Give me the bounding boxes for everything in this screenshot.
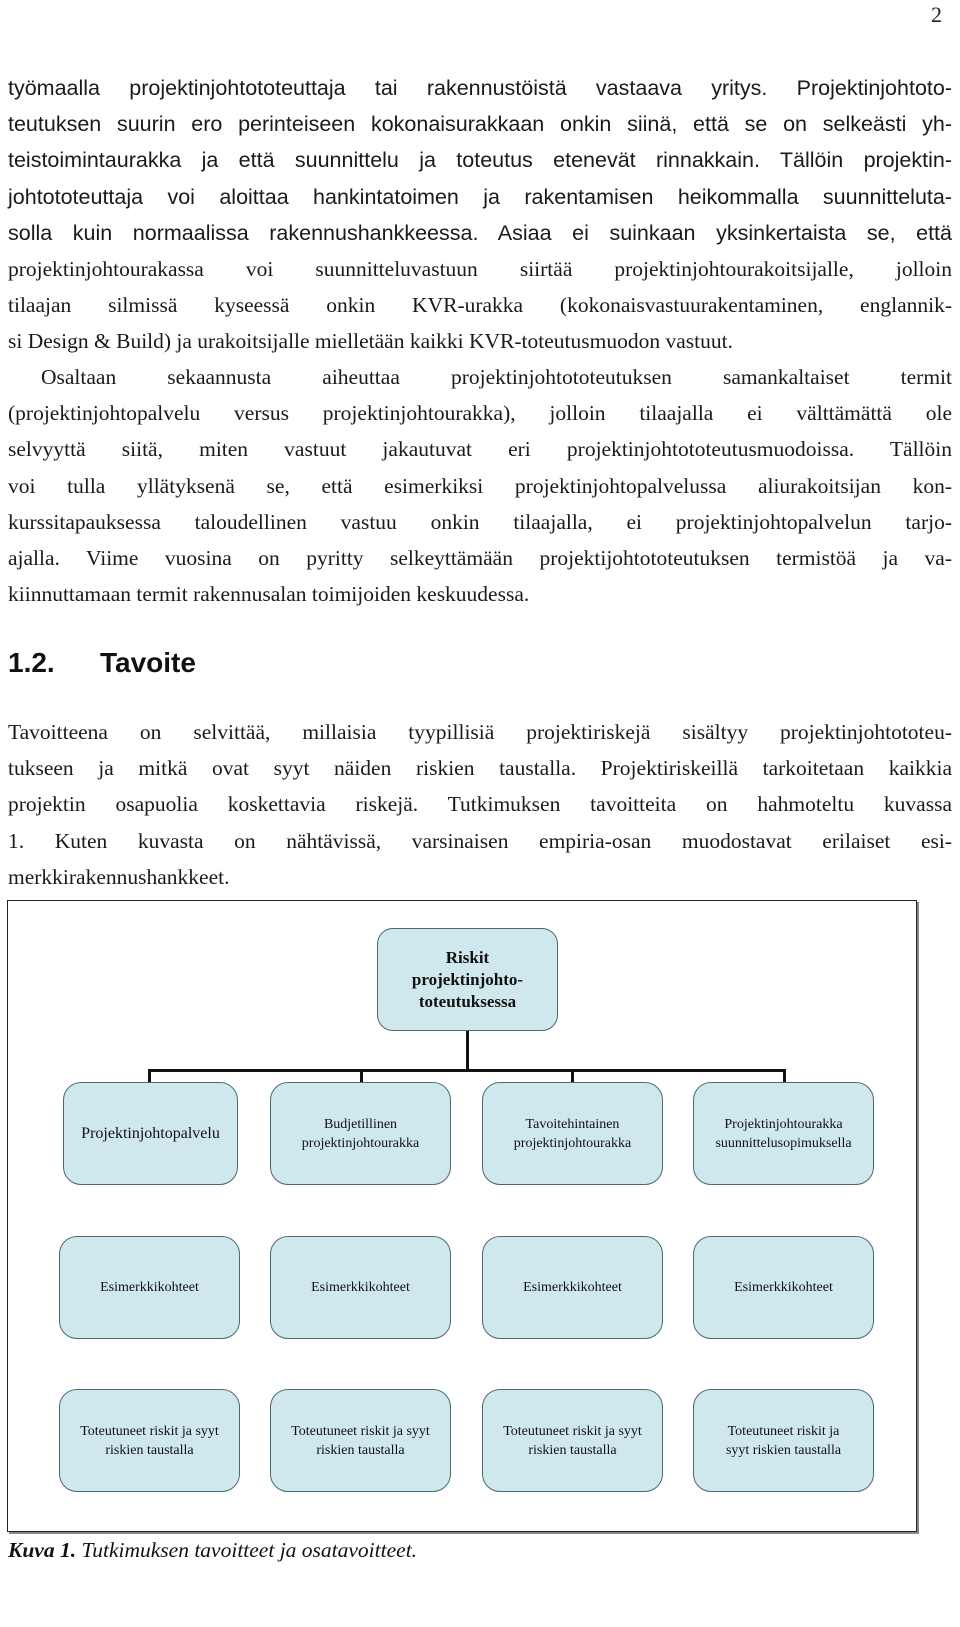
diagram-root-node <box>377 928 558 1031</box>
connector-line <box>360 1069 363 1083</box>
node-label: Projektinjohtourakka <box>724 1116 843 1132</box>
diagram-node-budjetillinen <box>270 1082 451 1185</box>
text-line: teistoimintaurakka ja että suunnittelu ja toteutus etenevät rinnakkain. Tällöin projektin- <box>8 148 952 173</box>
node-label: Riskit <box>445 947 490 967</box>
text-line: solla kuin normaalissa rakennushankkeessa. Asiaa ei suinkaan yksinkertaista se, että <box>8 220 952 245</box>
node-label: suunnittelusopimuksella <box>715 1135 852 1151</box>
diagram-node-esimerkkikohteet <box>59 1236 240 1339</box>
node-label: riskien taustalla <box>528 1442 617 1458</box>
node-label: projektinjohto- <box>411 969 524 989</box>
text-line: merkkirakennushankkeet. <box>8 864 230 889</box>
node-label: Budjetillinen <box>323 1116 398 1132</box>
text-line: kurssitapauksessa taloudellinen vastuu onkin tilaajalla, ei projektinjohtopalvelun tarjo- <box>8 509 952 534</box>
diagram-node-toteutuneet-riskit <box>693 1389 874 1492</box>
page-number: 2 <box>931 2 942 27</box>
text-line: projektin osapuolia koskettavia riskejä. Tutkimuksen tavoitteita on hahmoteltu kuvassa <box>8 792 952 817</box>
node-label: riskien taustalla <box>105 1442 194 1458</box>
node-label: Tavoitehintainen <box>525 1116 620 1132</box>
text-line: projektinjohtourakassa voi suunnitteluvastuun siirtää projektinjohtourakoitsijalle, jolloin <box>8 257 952 282</box>
text-line: johtototeuttaja voi aloittaa hankintatoimen ja rakentamisen heikommalla suunnitteluta- <box>8 184 952 209</box>
diagram-node-tavoitehintainen <box>482 1082 663 1185</box>
connector-line <box>783 1069 786 1083</box>
text-line: selvyyttä siitä, miten vastuut jakautuvat eri projektinjohtototeutusmuodoissa. Tällöin <box>8 437 952 462</box>
connector-line <box>466 1030 469 1070</box>
text-line: tukseen ja mitkä ovat syyt näiden riskien taustalla. Projektiriskeillä tarkoitetaan kaikkia <box>8 756 952 781</box>
text-line: si Design & Build) ja urakoitsijalle mielletään kaikki KVR-toteutusmuodon vastuut. <box>8 329 733 354</box>
text-line: ajalla. Viime vuosina on pyritty selkeyttämään projektijohtototeutuksen termistöä ja va- <box>8 546 952 571</box>
node-label: projektinjohtourakka <box>513 1135 632 1151</box>
diagram-node-toteutuneet-riskit <box>59 1389 240 1492</box>
section-heading <box>8 647 196 679</box>
text-line: teutuksen suurin ero perinteiseen kokonaisurakkaan onkin siinä, että se on selkeästi yh- <box>8 112 952 137</box>
node-label: Esimerkkikohteet <box>311 1280 410 1295</box>
node-label: Toteutuneet riskit ja <box>727 1423 840 1439</box>
figure-caption <box>8 1538 417 1563</box>
node-label: syyt riskien taustalla <box>725 1442 842 1458</box>
connector-line <box>571 1069 574 1083</box>
caption-text: Tutkimuksen tavoitteet ja osatavoitteet. <box>81 1538 418 1562</box>
diagram-node-esimerkkikohteet <box>270 1236 451 1339</box>
text-line: (projektinjohtopalvelu versus projektinjohtourakka), jolloin tilaajalla ei välttämättä ole <box>8 401 952 426</box>
node-label: Esimerkkikohteet <box>523 1280 622 1295</box>
text-line: voi tulla yllätyksenä se, että esimerkiksi projektinjohtopalvelussa aliurakoitsijan kon- <box>8 473 952 498</box>
node-label: Esimerkkikohteet <box>100 1280 199 1295</box>
paragraph-1 <box>8 70 952 360</box>
text-line: Osaltaan sekaannusta aiheuttaa projektinjohtototeutuksen samankaltaiset termit <box>41 365 952 389</box>
diagram-node-toteutuneet-riskit <box>482 1389 663 1492</box>
node-label: Toteutuneet riskit ja syyt <box>503 1423 642 1439</box>
text-line: Tavoitteena on selvittää, millaisia tyypillisiä projektiriskejä sisältyy projektinjohtototeu- <box>8 720 952 744</box>
connector-line <box>148 1069 151 1083</box>
connector-line <box>148 1069 786 1072</box>
diagram-node-esimerkkikohteet <box>693 1236 874 1339</box>
text-line: tilaajan silmissä kyseessä onkin KVR-urakka (kokonaisvastuurakentaminen, englannik- <box>8 293 952 318</box>
diagram-node-projektinjohtopalvelu <box>63 1082 238 1185</box>
diagram-node-suunnittelusopimus <box>693 1082 874 1185</box>
paragraph-2 <box>8 359 952 612</box>
node-label: Esimerkkikohteet <box>734 1280 833 1295</box>
caption-label: Kuva 1. <box>8 1538 77 1562</box>
node-label: Toteutuneet riskit ja syyt <box>80 1423 219 1439</box>
node-label: projektinjohtourakka <box>301 1135 420 1151</box>
node-label: riskien taustalla <box>316 1442 405 1458</box>
section-number: 1.2. <box>8 647 55 678</box>
paragraph-3 <box>8 714 952 895</box>
diagram-node-toteutuneet-riskit <box>270 1389 451 1492</box>
text-line: työmaalla projektinjohtototeuttaja tai rakennustöistä vastaava yritys. Projektinjohtoto- <box>8 76 952 100</box>
node-label: Projektinjohtopalvelu <box>81 1124 220 1142</box>
node-label: Toteutuneet riskit ja syyt <box>291 1423 430 1439</box>
node-label: toteutuksessa <box>418 991 517 1011</box>
section-title: Tavoite <box>100 647 196 678</box>
text-line: kiinnuttamaan termit rakennusalan toimijoiden keskuudessa. <box>8 582 530 607</box>
diagram-node-esimerkkikohteet <box>482 1236 663 1339</box>
text-line: 1. Kuten kuvasta on nähtävissä, varsinaisen empiria-osan muodostavat erilaiset esi- <box>8 828 952 853</box>
